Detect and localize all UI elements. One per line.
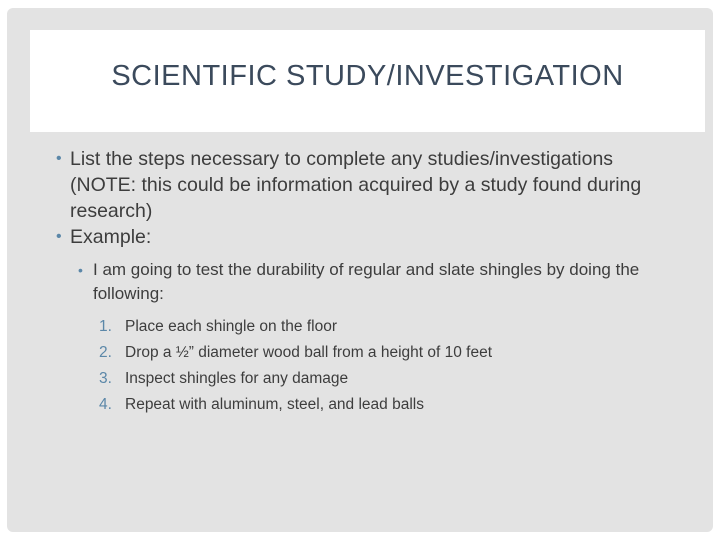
step-text: Repeat with aluminum, steel, and lead balls xyxy=(125,396,424,413)
bullet-item xyxy=(58,146,668,224)
slide-content xyxy=(58,146,668,418)
bullet-marker: • xyxy=(56,228,62,245)
title-box xyxy=(30,30,705,132)
step-item xyxy=(58,340,668,366)
step-number: 4. xyxy=(99,396,112,413)
step-text: Inspect shingles for any damage xyxy=(125,370,349,387)
step-text: Place each shingle on the floor xyxy=(125,318,337,335)
step-text: Drop a ½” diameter wood ball from a height of 10 feet xyxy=(125,344,493,361)
bullet-text: List the steps necessary to complete any studies/investigations (NOTE: this could be information acquired by a study found during research) xyxy=(70,148,642,222)
bullet-text: Example: xyxy=(70,226,152,248)
slide xyxy=(7,8,713,532)
sub-bullet-item xyxy=(58,258,668,306)
step-item xyxy=(58,366,668,392)
step-item xyxy=(58,392,668,418)
step-item xyxy=(58,314,668,340)
step-number: 3. xyxy=(99,370,112,387)
sub-bullet-marker: • xyxy=(78,262,83,278)
step-list xyxy=(58,314,668,418)
slide-title: SCIENTIFIC STUDY/INVESTIGATION xyxy=(111,60,624,92)
bullet-item xyxy=(58,224,668,250)
sub-bullet-text: I am going to test the durability of regular and slate shingles by doing the following: xyxy=(93,260,640,303)
step-number: 1. xyxy=(99,318,112,335)
step-number: 2. xyxy=(99,344,112,361)
bullet-marker: • xyxy=(56,150,62,167)
